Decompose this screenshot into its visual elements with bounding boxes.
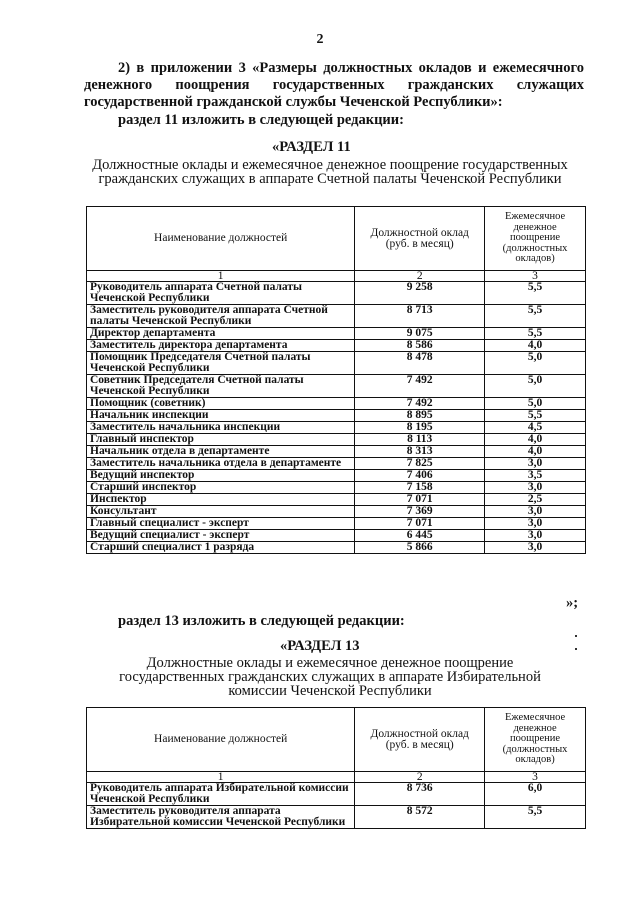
- position-name-cell: Ведущий специалист - эксперт: [87, 530, 355, 542]
- scan-speck: [575, 648, 577, 650]
- col-header-bonus: [485, 708, 586, 772]
- col-header-bonus-line5: окладов): [515, 754, 555, 766]
- bonus-cell: 3,0: [485, 542, 586, 554]
- col-header-bonus-line2: денежное: [513, 221, 557, 233]
- position-name-cell: Старший инспектор: [87, 482, 355, 494]
- table-row: [87, 494, 586, 506]
- table-header-row: [87, 207, 586, 271]
- position-name-cell: Заместитель руководителя аппарата Избирательной комиссии Чеченской Республики: [87, 806, 355, 829]
- index-cell: 2: [355, 271, 485, 282]
- col-header-salary: [355, 207, 485, 271]
- section11-table: [86, 206, 586, 554]
- position-name-cell: Руководитель аппарата Избирательной комиссии Чеченской Республики: [87, 783, 355, 806]
- salary-cell: 6 445: [355, 530, 485, 542]
- position-name-cell: Заместитель начальника инспекции: [87, 422, 355, 434]
- bonus-cell: 6,0: [485, 783, 586, 806]
- bonus-cell: 5,5: [485, 282, 586, 305]
- position-name-cell: Помощник (советник): [87, 398, 355, 410]
- table-row: [87, 282, 586, 305]
- bonus-cell: 3,0: [485, 458, 586, 470]
- section13-title-line2: государственных гражданских служащих в аппарате Избирательной: [119, 669, 541, 685]
- col-header-bonus-line1: Ежемесячное: [504, 712, 566, 724]
- salary-cell: 8 895: [355, 410, 485, 422]
- table-row: [87, 530, 586, 542]
- salary-cell: 9 075: [355, 328, 485, 340]
- bonus-cell: 3,5: [485, 470, 586, 482]
- index-row: [87, 271, 586, 282]
- table-row: [87, 340, 586, 352]
- section13-title-line1: Должностные оклады и ежемесячное денежное поощрение: [146, 655, 514, 671]
- table-row: [87, 305, 586, 328]
- table-row: [87, 446, 586, 458]
- table-row: [87, 506, 586, 518]
- position-name-cell: Инспектор: [87, 494, 355, 506]
- table-row: [87, 806, 586, 829]
- section13-title: [100, 656, 560, 698]
- bonus-cell: 4,5: [485, 422, 586, 434]
- position-name-cell: Ведущий инспектор: [87, 470, 355, 482]
- position-name-cell: Консультант: [87, 506, 355, 518]
- col-header-bonus-line5: окладов): [515, 253, 555, 265]
- page-number: 2: [316, 32, 324, 47]
- bonus-cell: 5,0: [485, 375, 586, 398]
- intro-paragraph: 2) в приложении 3 «Размеры должностных окладов и ежемесячного денежного поощрения государственных гражданских служащих государственной гражданской службы Чеченской Республики»:: [84, 60, 584, 110]
- position-name-cell: Начальник инспекции: [87, 410, 355, 422]
- salary-cell: 8 113: [355, 434, 485, 446]
- salary-cell: 7 825: [355, 458, 485, 470]
- col-header-bonus-line4: (должностных: [502, 743, 568, 755]
- bonus-cell: 3,0: [485, 518, 586, 530]
- col-header-bonus-line3: поощрение: [510, 232, 561, 244]
- col-header-bonus-line3: поощрение: [510, 733, 561, 745]
- salary-cell: 7 158: [355, 482, 485, 494]
- col-header-salary-line1: Должностной оклад: [370, 226, 469, 239]
- section11-title-line1: Должностные оклады и ежемесячное денежное поощрение государственных: [92, 157, 568, 173]
- table-row: [87, 470, 586, 482]
- bonus-cell: 5,0: [485, 398, 586, 410]
- position-name-cell: Заместитель руководителя аппарата Счетной палаты Чеченской Республики: [87, 305, 355, 328]
- section11-title-line2: гражданских служащих в аппарате Счетной палаты Чеченской Республики: [98, 171, 562, 187]
- salary-cell: 8 572: [355, 806, 485, 829]
- salary-cell: 9 258: [355, 282, 485, 305]
- index-cell: 2: [355, 772, 485, 783]
- bonus-cell: 3,0: [485, 530, 586, 542]
- position-name-cell: Руководитель аппарата Счетной палаты Чеченской Республики: [87, 282, 355, 305]
- salary-cell: 8 736: [355, 783, 485, 806]
- col-header-bonus-line2: денежное: [513, 722, 557, 734]
- position-name-cell: Заместитель директора департамента: [87, 340, 355, 352]
- salary-cell: 7 071: [355, 494, 485, 506]
- salary-cell: 8 313: [355, 446, 485, 458]
- position-name-cell: Старший специалист 1 разряда: [87, 542, 355, 554]
- salary-cell: 8 586: [355, 340, 485, 352]
- index-cell: 3: [485, 772, 586, 783]
- section11-heading: «РАЗДЕЛ 11: [272, 139, 351, 155]
- section13-title-line3: комиссии Чеченской Республики: [228, 683, 432, 699]
- bonus-cell: 5,0: [485, 352, 586, 375]
- bonus-cell: 5,5: [485, 328, 586, 340]
- col-header-bonus: [485, 207, 586, 271]
- bonus-cell: 4,0: [485, 446, 586, 458]
- bonus-cell: 5,5: [485, 410, 586, 422]
- position-name-cell: Помощник Председателя Счетной палаты Чеченской Республики: [87, 352, 355, 375]
- salary-cell: 8 478: [355, 352, 485, 375]
- table-row: [87, 422, 586, 434]
- position-name-cell: Начальник отдела в департаменте: [87, 446, 355, 458]
- table-row: [87, 410, 586, 422]
- section13-table-body: [87, 783, 586, 829]
- section11-title: [60, 158, 600, 186]
- section13-heading: «РАЗДЕЛ 13: [280, 638, 360, 654]
- col-header-salary-line2: (руб. в месяц): [385, 738, 454, 751]
- index-cell: 1: [87, 271, 355, 282]
- table-row: [87, 398, 586, 410]
- salary-cell: 7 492: [355, 375, 485, 398]
- col-header-bonus-line1: Ежемесячное: [504, 211, 566, 223]
- salary-cell: 8 195: [355, 422, 485, 434]
- table-row: [87, 518, 586, 530]
- bonus-cell: 5,5: [485, 806, 586, 829]
- salary-cell: 7 492: [355, 398, 485, 410]
- position-name-cell: Советник Председателя Счетной палаты Чеченской Республики: [87, 375, 355, 398]
- table-row: [87, 328, 586, 340]
- bonus-cell: 4,0: [485, 434, 586, 446]
- table-row: [87, 375, 586, 398]
- position-name-cell: Главный специалист - эксперт: [87, 518, 355, 530]
- salary-cell: 7 071: [355, 518, 485, 530]
- bonus-cell: 2,5: [485, 494, 586, 506]
- table-row: [87, 542, 586, 554]
- salary-cell: 7 369: [355, 506, 485, 518]
- index-row: [87, 772, 586, 783]
- position-name-cell: Директор департамента: [87, 328, 355, 340]
- col-header-salary-line2: (руб. в месяц): [385, 237, 454, 250]
- position-name-cell: Заместитель начальника отдела в департаменте: [87, 458, 355, 470]
- table-header-row: [87, 708, 586, 772]
- col-header-bonus-line4: (должностных: [502, 242, 568, 254]
- position-name-cell: Главный инспектор: [87, 434, 355, 446]
- scan-speck: [575, 635, 577, 637]
- table-row: [87, 352, 586, 375]
- table-row: [87, 458, 586, 470]
- section11-closing: »;: [566, 595, 579, 611]
- bonus-cell: 5,5: [485, 305, 586, 328]
- col-header-salary: [355, 708, 485, 772]
- index-cell: 1: [87, 772, 355, 783]
- section13-instruction: раздел 13 изложить в следующей редакции:: [118, 613, 405, 629]
- bonus-cell: 4,0: [485, 340, 586, 352]
- table-row: [87, 434, 586, 446]
- col-header-name: Наименование должностей: [87, 708, 355, 772]
- table-row: [87, 482, 586, 494]
- bonus-cell: 3,0: [485, 482, 586, 494]
- section11-table-body: [87, 282, 586, 554]
- col-header-name: Наименование должностей: [87, 207, 355, 271]
- section13-table: [86, 707, 586, 829]
- salary-cell: 8 713: [355, 305, 485, 328]
- salary-cell: 5 866: [355, 542, 485, 554]
- table-row: [87, 783, 586, 806]
- col-header-salary-line1: Должностной оклад: [370, 727, 469, 740]
- salary-cell: 7 406: [355, 470, 485, 482]
- index-cell: 3: [485, 271, 586, 282]
- bonus-cell: 3,0: [485, 506, 586, 518]
- section11-instruction: раздел 11 изложить в следующей редакции:: [118, 112, 404, 128]
